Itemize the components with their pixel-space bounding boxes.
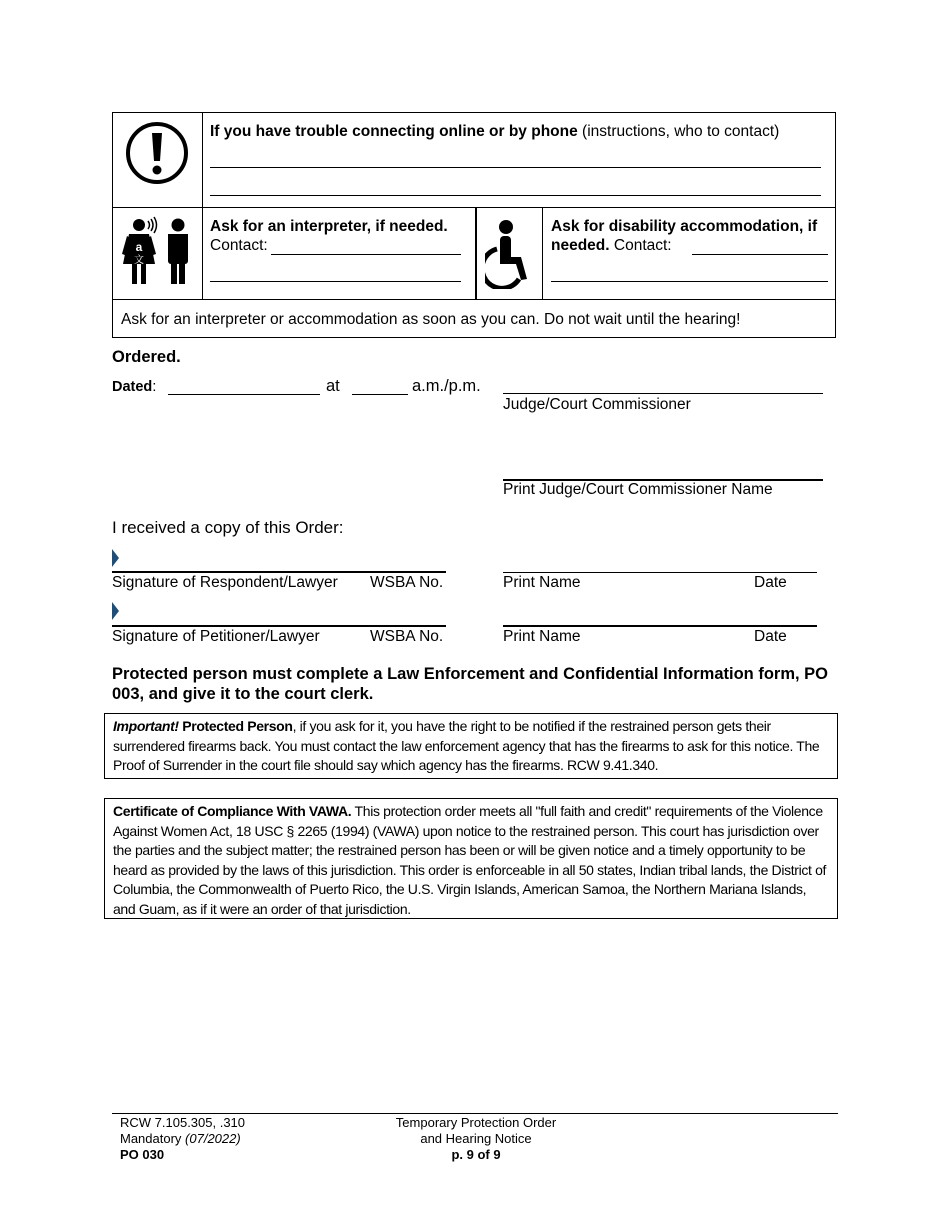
footer-mandatory-label: Mandatory	[120, 1131, 182, 1146]
disability-contact-label: Contact:	[613, 237, 672, 254]
interpreter-text	[210, 217, 470, 255]
footer-center	[376, 1115, 576, 1163]
disability-heading: Ask for disability accommodation, if needed.	[551, 218, 818, 254]
trouble-connecting-instructions: (instructions, who to contact)	[582, 123, 780, 140]
interpreter-contact-label: Contact:	[210, 237, 268, 254]
trouble-line-1[interactable]	[210, 167, 821, 168]
petitioner-wsba-label: WSBA No.	[370, 628, 444, 645]
ampm-label: a.m./p.m.	[412, 377, 481, 395]
respondent-signature-label: Signature of Respondent/Lawyer	[112, 574, 338, 591]
protected-person-notice: Protected person must complete a Law Enforcement and Confidential Information form, PO 003, and give it to the court clerk.	[112, 665, 829, 703]
at-label: at	[326, 377, 340, 395]
footer-rule	[112, 1113, 838, 1114]
print-judge-label: Print Judge/Court Commissioner Name	[503, 481, 773, 498]
petitioner-print-name-label: Print Name	[503, 628, 581, 645]
footer-form-number: PO 030	[120, 1147, 165, 1162]
respondent-print-name-line[interactable]	[503, 572, 817, 573]
svg-text:a: a	[135, 240, 143, 254]
time-field[interactable]	[352, 394, 408, 395]
signature-arrow-icon	[112, 549, 119, 567]
interpreter-icon	[119, 216, 199, 288]
respondent-date-label: Date	[754, 574, 787, 591]
footer-left	[120, 1115, 245, 1163]
footer-title-line1: Temporary Protection Order	[395, 1115, 557, 1130]
dated-date-field[interactable]	[168, 394, 320, 395]
dated-label-wrap: Dated:	[112, 378, 157, 395]
petitioner-print-name-line[interactable]	[503, 625, 817, 627]
interpreter-contact-line[interactable]	[271, 254, 461, 255]
footer-title-line2: and Hearing Notice	[420, 1131, 532, 1146]
disability-contact-line-2[interactable]	[551, 281, 828, 282]
respondent-signature-line[interactable]	[112, 571, 446, 573]
vawa-title: Certificate of Compliance With VAWA.	[113, 803, 352, 819]
warning-icon	[125, 121, 189, 185]
ordered-heading: Ordered.	[112, 348, 181, 366]
svg-text:文: 文	[134, 255, 144, 266]
vawa-text: This protection order meets all "full faith and credit" requirements of the Violence Against Women Act, 18 USC § 2265 (1994) (VAWA) upon notice to the restrained person. This court has jurisdiction over the parties and the subject matter; the restrained person has been or will be given notice and a timely opportunity to be heard as provided by the laws of this jurisdiction. This order is enforceable in all 50 states, Indian tribal lands, the District of Columbia, the Commonwealth of Puerto Rico, the U.S. Virgin Islands, American Samoa, the Northern Mariana Islands, and Guam, as if it were an order of that jurisdiction.	[113, 803, 827, 917]
judge-label: Judge/Court Commissioner	[503, 396, 691, 413]
trouble-connecting-text	[210, 122, 825, 141]
petitioner-signature-label: Signature of Petitioner/Lawyer	[112, 628, 320, 645]
interpreter-contact-line-2[interactable]	[210, 281, 461, 282]
disability-contact-line[interactable]	[692, 254, 828, 255]
footer-mandatory	[120, 1131, 245, 1147]
respondent-print-name-label: Print Name	[503, 574, 581, 591]
footer-mandatory-date: (07/2022)	[185, 1131, 241, 1146]
contact-table	[112, 112, 836, 338]
important-text: , if you ask for it, you have the right to be notified if the restrained person gets their surrendered firearms back. You must contact the law enforcement agency that has the firearms to ask for this notice. The Proof of Surrender in the court file should say which agency has the firearms. RCW 9.41.340.	[113, 718, 820, 773]
vawa-certificate-box	[104, 798, 838, 919]
received-copy-label: I received a copy of this Order:	[112, 518, 344, 537]
petitioner-date-label: Date	[754, 628, 787, 645]
petitioner-signature-line[interactable]	[112, 625, 446, 627]
dated-label: Dated	[112, 379, 153, 395]
trouble-connecting-heading: If you have trouble connecting online or by phone	[210, 123, 578, 140]
trouble-line-2[interactable]	[210, 195, 821, 196]
protected-person-label: Protected Person	[182, 718, 293, 734]
footer-page-number: p. 9 of 9	[451, 1147, 501, 1162]
footer-rcw: RCW 7.105.305, .310	[120, 1115, 246, 1130]
wheelchair-icon	[485, 219, 535, 289]
interpreter-note: Ask for an interpreter or accommodation as soon as you can. Do not wait until the hearing!	[121, 311, 741, 328]
disability-text	[551, 217, 831, 255]
important-notice-box	[104, 713, 838, 779]
interpreter-heading: Ask for an interpreter, if needed.	[210, 218, 448, 235]
signature-arrow-icon	[112, 602, 119, 620]
important-label: Important!	[113, 718, 179, 734]
respondent-wsba-label: WSBA No.	[370, 574, 444, 591]
judge-signature-line[interactable]	[503, 393, 823, 394]
